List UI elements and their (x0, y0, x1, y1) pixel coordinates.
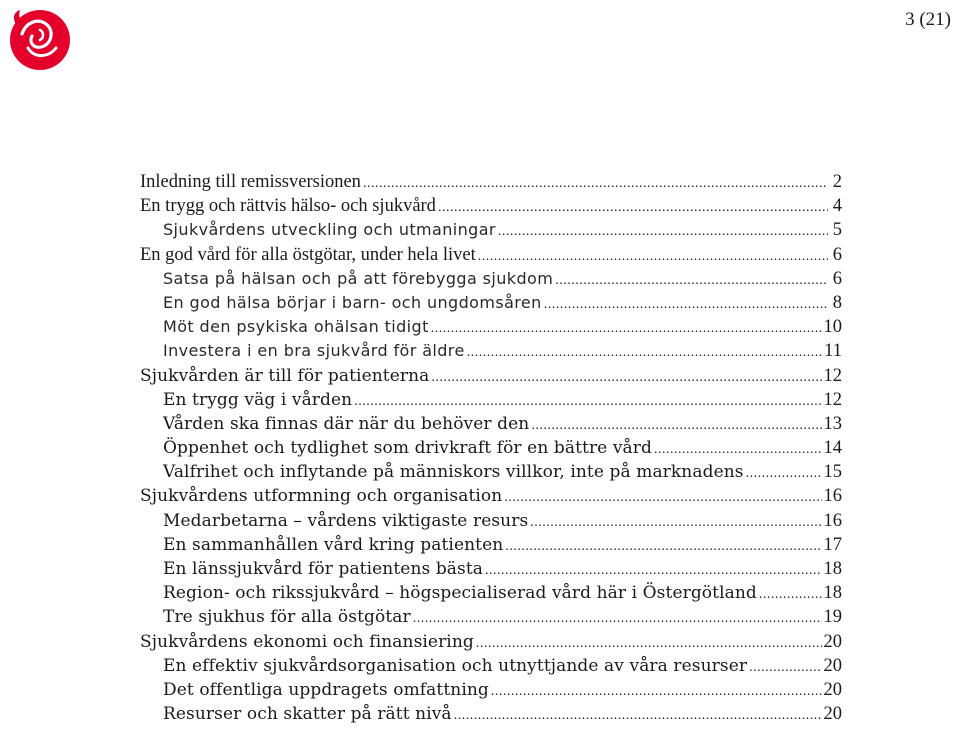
toc-entry[interactable] (140, 194, 842, 218)
toc-entry-title: Satsa på hälsan och på att förebygga sjukdom (163, 268, 554, 288)
toc-entry-page: 2 (832, 172, 842, 192)
toc-entry-title: Sjukvårdens utformning och organisation (140, 486, 503, 507)
toc-entry-page: 6 (832, 244, 842, 265)
toc-dot-leader (531, 414, 821, 438)
toc-entry[interactable] (140, 218, 842, 242)
toc-entry[interactable] (140, 630, 842, 654)
toc-entry-title: En länssjukvård för patientens bästa (163, 559, 484, 579)
toc-entry-title: Resurser och skatter på rätt nivå (163, 704, 452, 725)
toc-entry-page: 18 (823, 583, 842, 604)
toc-entry-page: 8 (832, 292, 842, 313)
toc-dot-leader (354, 390, 821, 414)
toc-dot-leader (544, 293, 828, 317)
toc-entry[interactable] (140, 678, 842, 702)
rose-logo-icon (4, 4, 74, 74)
toc-entry-page: 10 (823, 317, 842, 338)
toc-dot-leader (363, 172, 828, 196)
toc-entry[interactable] (140, 291, 842, 315)
toc-dot-leader (431, 366, 821, 390)
toc-entry-page: 12 (823, 389, 842, 410)
toc-entry-title: En god vård för alla östgötar, under hela livet (140, 244, 476, 265)
table-of-contents (140, 170, 842, 726)
toc-entry[interactable] (140, 267, 842, 291)
toc-entry[interactable] (140, 315, 842, 339)
toc-entry-page: 5 (832, 220, 842, 241)
toc-entry[interactable] (140, 388, 842, 412)
toc-entry-page: 20 (823, 704, 842, 725)
toc-entry[interactable] (140, 484, 842, 508)
toc-entry[interactable] (140, 412, 842, 436)
toc-entry-title: En sammanhållen vård kring patienten (163, 534, 504, 555)
toc-dot-leader (504, 486, 821, 510)
toc-entry-page: 14 (823, 438, 842, 459)
toc-dot-leader (485, 559, 821, 583)
toc-dot-leader (498, 220, 828, 244)
toc-entry[interactable] (140, 702, 842, 726)
toc-entry-page: 11 (824, 341, 842, 362)
toc-dot-leader (530, 511, 821, 535)
toc-entry-title: Sjukvården är till för patienterna (140, 365, 430, 386)
toc-entry-title: Inledning till remissversionen (140, 172, 361, 192)
toc-entry[interactable] (140, 170, 842, 194)
toc-dot-leader (491, 680, 822, 704)
toc-dot-leader (413, 607, 822, 631)
toc-entry-title: Region- och rikssjukvård – högspecialiserad vård här i Östergötland (163, 583, 757, 604)
toc-entry-title: Sjukvårdens utveckling och utmaningar (163, 220, 496, 240)
toc-dot-leader (467, 341, 822, 365)
toc-entry-title: En trygg och rättvis hälso- och sjukvård (140, 196, 436, 217)
toc-entry-title: En trygg väg i vården (163, 389, 353, 410)
toc-entry[interactable] (140, 581, 842, 605)
page-number: 3 (21) (905, 9, 951, 30)
toc-dot-leader (476, 632, 822, 656)
toc-entry[interactable] (140, 557, 842, 581)
toc-entry-page: 4 (832, 196, 842, 217)
toc-dot-leader (746, 462, 822, 486)
toc-entry-page: 20 (823, 679, 842, 700)
toc-dot-leader (654, 438, 822, 462)
toc-entry-title: Öppenhet och tydlighet som drivkraft för en bättre vård (163, 438, 652, 459)
toc-entry-title: Medarbetarna – vårdens viktigaste resurs (163, 510, 529, 531)
toc-entry[interactable] (140, 460, 842, 484)
toc-entry-title: Det offentliga uppdragets omfattning (163, 679, 489, 700)
toc-entry-page: 20 (823, 655, 842, 676)
toc-entry[interactable] (140, 243, 842, 267)
toc-entry-page: 13 (823, 413, 842, 434)
toc-dot-leader (454, 704, 822, 728)
toc-dot-leader (478, 245, 828, 269)
toc-entry-title: En effektiv sjukvårdsorganisation och utnyttjande av våra resurser (163, 655, 748, 676)
toc-entry-page: 6 (832, 268, 842, 289)
toc-entry-title: Valfrihet och inflytande på människors villkor, inte på marknadens (163, 462, 744, 483)
toc-entry[interactable] (140, 533, 842, 557)
toc-entry[interactable] (140, 654, 842, 678)
toc-entry-title: Sjukvårdens ekonomi och finansiering (140, 631, 474, 652)
toc-entry-page: 19 (823, 607, 842, 628)
toc-entry-page: 20 (823, 631, 842, 652)
toc-entry[interactable] (140, 364, 842, 388)
toc-dot-leader (555, 269, 828, 293)
toc-entry-title: En god hälsa börjar i barn- och ungdomsåren (163, 292, 542, 312)
toc-entry[interactable] (140, 509, 842, 533)
toc-entry-page: 12 (823, 365, 842, 386)
toc-dot-leader (431, 317, 822, 341)
toc-entry-page: 15 (823, 462, 842, 483)
toc-entry-page: 16 (823, 510, 842, 531)
toc-dot-leader (759, 583, 822, 607)
toc-dot-leader (749, 656, 821, 680)
toc-entry-title: Investera i en bra sjukvård för äldre (163, 341, 465, 361)
toc-entry-page: 17 (823, 534, 842, 555)
toc-entry-page: 18 (823, 559, 842, 579)
toc-entry[interactable] (140, 436, 842, 460)
toc-entry-title: Tre sjukhus för alla östgötar (163, 607, 411, 628)
toc-entry-title: Vården ska finnas där när du behöver den (163, 413, 530, 434)
toc-dot-leader (438, 196, 828, 220)
toc-entry-title: Möt den psykiska ohälsan tidigt (163, 317, 429, 337)
toc-dot-leader (505, 535, 821, 559)
toc-entry[interactable] (140, 339, 842, 363)
toc-entry[interactable] (140, 605, 842, 629)
toc-entry-page: 16 (823, 486, 842, 507)
